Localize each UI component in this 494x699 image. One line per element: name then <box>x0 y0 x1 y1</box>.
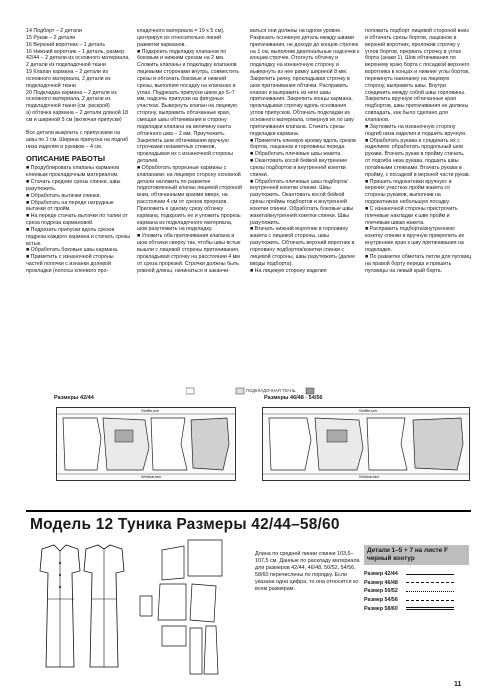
fold-label: Stoffbruch <box>359 408 378 413</box>
cutting-layout-band <box>26 383 471 507</box>
text-paragraph: ваться они должны на одном уровне. Разрезать основную деталь между швами притачивания, не доходя до концов строчек на 1 см, выполнив диагональные надсечки к концам строчек. Отогнуть обтачку и подкладку на изнаночную сторону и вывернуть из нее рамку шириной 8 мм. Закрепить рачку, прокладывая строчку в шов притачивания обтачки. Расправить клапан и выправить из него швы притачивания. Закрепить концы кармана, прокладывая строчку вдоль основания углов припусков. Обтачать подкладки из основного материала, отвернув их по шву притачивания клапана. Стачать срезы подкладки кармана. <box>250 28 360 137</box>
text-paragraph: ■ Подрезать припуски вдоль срезов подреза каждого кармана и стачать срезы встык. <box>26 226 131 247</box>
text-paragraph: ■ Обработать плечевые швы жакета. <box>250 151 342 158</box>
details-header: Детали 1–5 + 7 на листе F черный контур <box>364 545 469 565</box>
fold-label: Stoffbruch <box>141 408 160 413</box>
text-paragraph: а) обтачка кармана – 2 детали длиной 18 см и шириной 5 см (включая припуски) <box>26 110 129 123</box>
text-paragraph: ■ Обработать плечевые швы подборта/внутренней кокетки спинки. Швы разутюжить. Окантовать косой бейкой срезы проймы подбортов и внутренней кокетки спинки. Обработать боковые швы жакета/внутренней кокетки спинки. Швы разутюжить. <box>250 178 354 226</box>
text-paragraph: ■ Продублировать клапаны карманов клеевым прокладочным материалом. <box>26 165 120 179</box>
legend-size: Размер 54/56 <box>364 597 398 604</box>
legend-row <box>364 604 469 613</box>
text-paragraph: ■ На переде стачать вытачки по талии от среза подреза кармановой. <box>26 213 128 227</box>
legend-size: Размер 42/44 <box>364 571 398 578</box>
text-paragraph: ■ С изнаночной стороны пристрочить плечевые накладки к шве пройм и плечевым швам жакета. <box>365 205 458 226</box>
text-paragraph: ■ Стачать средние срезы спинки, швы разутюжить. <box>26 179 121 192</box>
legend-size: Размер 46/48 <box>364 579 398 586</box>
text-paragraph: ■ Уложить оба притачивания клапана и шов обтачки сверху так, чтобы швы встык вышли с лицевой стороны притачивания, прокладывая строчку на расстоянии 4 мм от среза прорезей. Строчки должны быть ровной длины, начинаться и заканчи- <box>137 233 241 274</box>
cutting-layout-right <box>262 407 470 481</box>
column-2 <box>137 28 243 274</box>
text-paragraph: Все детали выкроить с припусками на швы по 1 см. Ширина припуска на подгиб низа изделия и рукавов – 4 см. <box>26 129 129 150</box>
text-paragraph: ■ Пришить подокатники вручную: в верхних участках пройм жакета со стороны рукавов, выполнив на подокатниках небольшую посадку. <box>365 178 452 206</box>
pattern-pieces-right <box>263 408 469 480</box>
legend-line-dashed <box>406 582 454 583</box>
legend-row <box>364 579 469 588</box>
model-description: Длина по средней линии спинки 103,5–107,5 см. Данные по раскладу материала для размеров 42/44, 46/48, 50/52, 54/56, 58/60 перечислены по порядку. Если указана одна цифра, то она относится ко всем размерам. <box>255 551 360 592</box>
text-paragraph: ■ Обработать боковые швы кармана. <box>26 247 119 254</box>
text-paragraph: положить подборт лицевой стороной вниз и обтачать срезы бортов, лацканов и верхний воротник, проложив строчку у углов бортов, прервать строчку в углах борта (знаки 1). Шов обтачивания по верхнему краю борта с посадкой верхнего воротника в концах и нижние углы бортов, перекинуть наизнанку на лицевую сторону, выправить швы. Внутри соединить между собой швы горловины. Закрепить вручную обтачанные края подбортов, швы притачивания не должны совпадать, как было сделано для клапанов. <box>365 28 470 123</box>
legend-row <box>364 596 469 605</box>
model-header <box>26 510 471 532</box>
legend-line-dotted <box>406 591 454 592</box>
column-3 <box>250 28 360 274</box>
fabric-legend-swatches <box>186 386 471 398</box>
text-paragraph: ■ Окантовать косой бейкой внутренние срезы подбортов и внутренней кокетки спинки. <box>250 158 348 178</box>
text-paragraph: 16 Верхний воротник – 1 деталь <box>26 41 106 48</box>
page-number: 11 <box>454 681 462 688</box>
legend-text: ПОДКЛАДОЧНАЯ ТКАНЬ <box>246 388 296 393</box>
details-box <box>364 545 469 613</box>
sizes-label-left: Размеры 42/44 <box>54 395 94 401</box>
cutting-layout-left <box>56 407 236 481</box>
fabric-legend <box>186 386 471 398</box>
model-title: Модель 12 Туника Размеры 42/44–58/60 <box>30 516 340 533</box>
text-paragraph: 16 Нижний воротник – 1 деталь, размер 42/44 – 2 детали из основного материала, 2 детали из подкладочной ткани <box>26 48 130 69</box>
text-paragraph: ■ Втачать нижний воротник в горловину жакета с лицевой стороны, швы разутюжить. Обтачать верхний воротник в горловину подбортов/кокетки спинки с лицевой стороны, швы разутюжить (далее вводы подборта). <box>250 226 356 267</box>
pattern-diagram <box>132 536 250 680</box>
text-paragraph: ■ Подкроить подкладку клапанов по боковым и нижним срезам на 2 мм. Сложить клапаны и подкладку клапанов лицевыми сторонами внутрь, совместить срезы и обтачать боковые и нижний срезы, выполняя посадку на клапанах в углах. Подрезать припуски швов до 5–7 мм, надсечь припуски на фигурных участках. Вывернуть клапан на лицевую сторону, выправить обтачанные края, смещая швы обтачивания в сторону подкладки клапана на величину канта обтачного шва – 2 мм. Приутюжить. Закрепить шов обтачивания вручную строчками незаметных стежков, прокладывая их с изнаночной стороны деталей. <box>137 48 240 165</box>
legend-size: Размер 50/52 <box>364 588 398 595</box>
selvage-label: Webkanten <box>359 474 380 479</box>
text-paragraph: ■ По разметке обметать петли для пуговиц на правой борту переда и пришить пуговицы на левый край борта. <box>365 253 471 274</box>
tunic-illustration <box>26 541 126 679</box>
text-paragraph: ■ Заутюжить на изнаночную сторону подгиб низа изделия и подшить вручную. <box>365 123 467 137</box>
legend-line-solid <box>406 574 454 575</box>
legend-line-double <box>406 607 454 610</box>
pattern-pieces-left <box>57 408 235 480</box>
text-paragraph: ■ На лицевую сторону изделия <box>250 267 327 274</box>
column-1 <box>26 28 131 275</box>
text-paragraph: ■ Обработать прорезные карманы с клапанами: на лицевую сторону основной детали наложить по разметке подготовленный клапан лицевой стороной вниз, обтачанными краями вверх, на расстоянии 4 см от срезов прорезов. Приложить к одному срезу обтачку кармана, подкроить ее и уложить прорезь кармана из подкладочного материала, шов разутюжить на подкладку. <box>137 164 242 233</box>
text-paragraph: ■ Приметить клеевую кромку вдоль срезов бортов, лацканов и горловины переда. <box>250 137 356 151</box>
legend-size: Размер 58/60 <box>364 605 398 612</box>
text-paragraph: ■ Расправить подборта/внутреннюю кокетку спинки и вручную прикрепить их внутренние края к шву притачивания на подкладке. <box>365 226 465 253</box>
column-4 <box>365 28 471 274</box>
sizes-label-right: Размеры 46/48 · 54/56 <box>264 395 323 401</box>
selvage-label: Webkanten <box>141 474 162 479</box>
text-paragraph: ■ Обработать вытачки спинки. <box>26 192 101 199</box>
text-paragraph: кладочного материала = 19 x 5 см), центрируя их относительно линий разметки карманов. <box>137 28 225 48</box>
size-legend <box>364 570 469 613</box>
legend-row <box>364 587 469 596</box>
text-paragraph: ■ Обработать рукава и соединить их с изделием: обработать продольный шов рукава. Втачать рукав в пройму стачать, от подгиба низа рукава, подшить швы потайными стежками. Втачать рукава в пройму, с посадкой в верхней части рукав. <box>365 137 471 178</box>
text-paragraph: ■ Обработать на переде нагрудные вытачки от пройм. <box>26 199 114 213</box>
text-paragraph: ■ Приметить с изнаночной стороны частей полочки с изнанки долевой прокладки (полосы клеевого про- <box>26 254 114 274</box>
legend-row <box>364 570 469 579</box>
text-paragraph: 19 Клапан кармана – 2 детали из основного материала, 2 детали из подкладочной ткани <box>26 69 111 89</box>
section-heading: ОПИСАНИЕ РАБОТЫ <box>26 154 106 164</box>
text-paragraph: 14 Подборт – 2 детали <box>26 28 82 34</box>
text-paragraph: 15 Рукав – 2 детали <box>26 34 76 41</box>
legend-line-dashdot <box>406 600 454 601</box>
text-paragraph: 20 Подкладка кармана – 2 детали из основного материала, 2 детали из подкладочной ткани (см. раскрой) <box>26 89 117 110</box>
